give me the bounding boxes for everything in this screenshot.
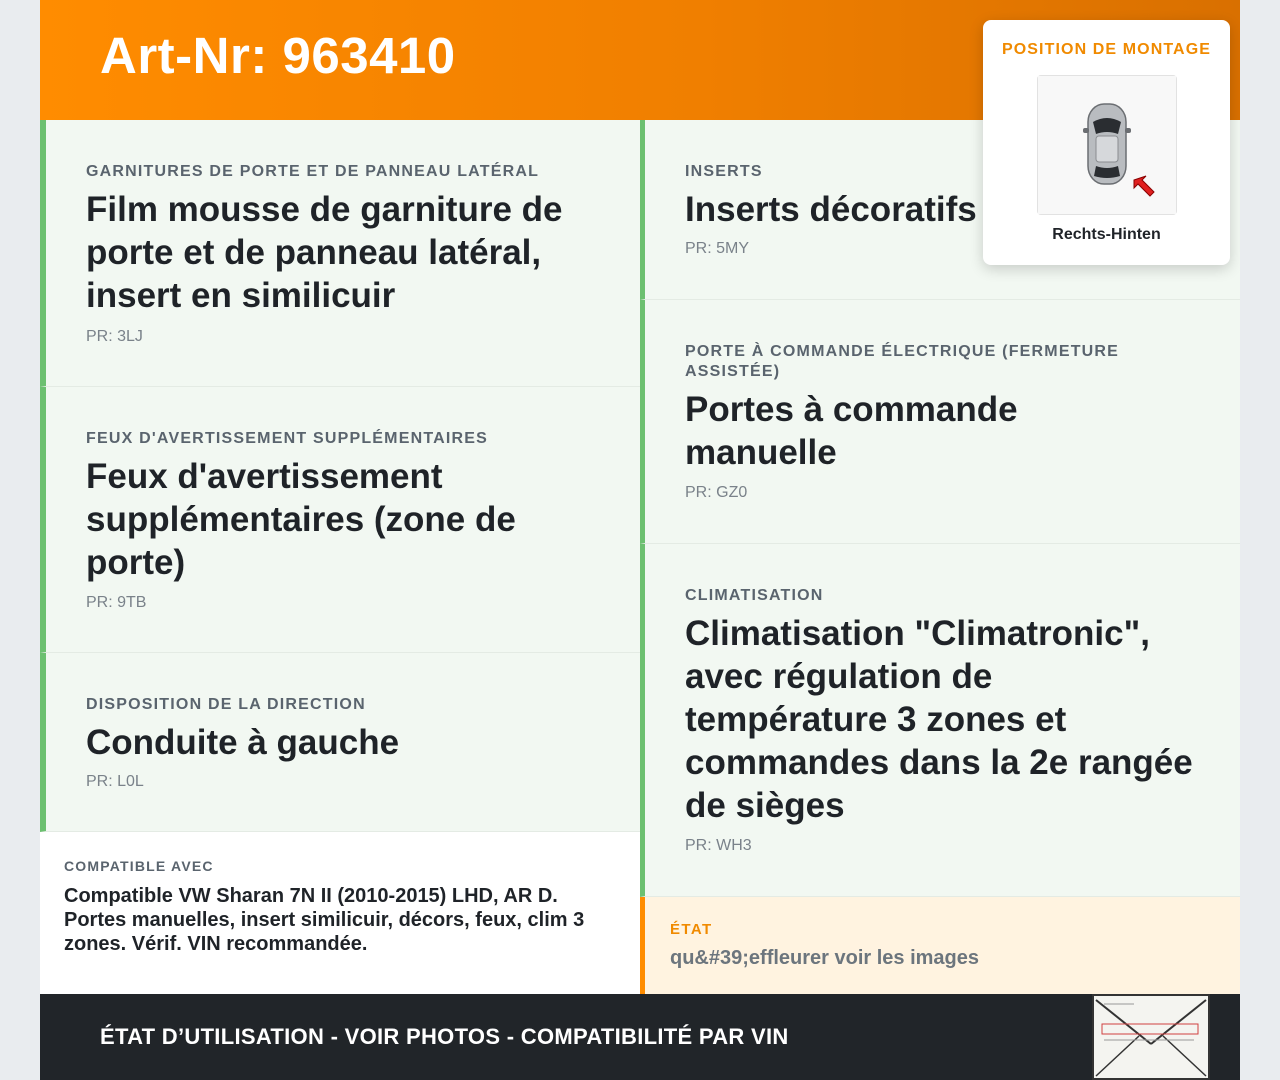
- option-category: FEUX D'AVERTISSEMENT SUPPLÉMENTAIRES: [86, 430, 489, 447]
- option-category: INSERTS: [685, 163, 763, 180]
- option-category: CLIMATISATION: [685, 587, 824, 604]
- option-title: Portes à commande manuelle: [685, 390, 1018, 472]
- option-card: [40, 653, 640, 832]
- compatibility-label: COMPATIBLE AVEC: [64, 858, 214, 874]
- option-pr-code: PR: 5MY: [685, 240, 750, 257]
- option-title: Film mousse de garniture de porte et de panneau latéral, insert en similicuir: [86, 190, 563, 315]
- mounting-position-card: [983, 20, 1230, 265]
- compatibility-box: [40, 832, 640, 994]
- option-pr-code: PR: L0L: [86, 773, 144, 790]
- option-title: Climatisation "Climatronic", avec régulation de température 3 zones et commandes dans la 2e rangée de sièges: [685, 614, 1193, 825]
- option-title: Feux d'avertissement supplémentaires (zone de porte): [86, 457, 516, 582]
- footer-bar: [40, 994, 1240, 1080]
- condition-text: qu&#39;effleurer voir les images: [670, 947, 980, 969]
- option-card: [40, 120, 640, 387]
- option-title: Conduite à gauche: [86, 723, 400, 762]
- article-number: Art-Nr: 963410: [100, 27, 456, 84]
- option-category: DISPOSITION DE LA DIRECTION: [86, 696, 366, 713]
- option-category: GARNITURES DE PORTE ET DE PANNEAU LATÉRAL: [86, 163, 540, 180]
- option-card: [40, 387, 640, 653]
- parts-sheet: [40, 0, 1240, 1080]
- option-pr-code: PR: 9TB: [86, 594, 147, 611]
- condition-label: ÉTAT: [670, 921, 713, 938]
- car-top-view-icon: [1037, 75, 1177, 215]
- option-card: [640, 300, 1240, 544]
- option-card: [640, 544, 1240, 897]
- option-pr-code: PR: GZ0: [685, 484, 748, 501]
- mounting-position-label: POSITION DE MONTAGE: [1001, 41, 1212, 58]
- option-pr-code: PR: WH3: [685, 837, 752, 854]
- option-category: PORTE À COMMANDE ÉLECTRIQUE (FERMETURE ASSISTÉE): [685, 343, 1120, 380]
- option-title: Inserts décoratifs: [685, 190, 977, 229]
- mounting-position-value: Rechts-Hinten: [1052, 226, 1161, 243]
- compatibility-text: Compatible VW Sharan 7N II (2010-2015) LHD, AR D. Portes manuelles, insert similicuir, décors, feux, clim 3 zones. Vérif. VIN recommandée.: [64, 885, 585, 955]
- footer-text: ÉTAT D’UTILISATION - VOIR PHOTOS - COMPATIBILITÉ PAR VIN: [100, 1024, 789, 1049]
- option-pr-code: PR: 3LJ: [86, 328, 143, 345]
- condition-box: [640, 897, 1240, 994]
- envelope-stamp-icon: [1092, 994, 1210, 1080]
